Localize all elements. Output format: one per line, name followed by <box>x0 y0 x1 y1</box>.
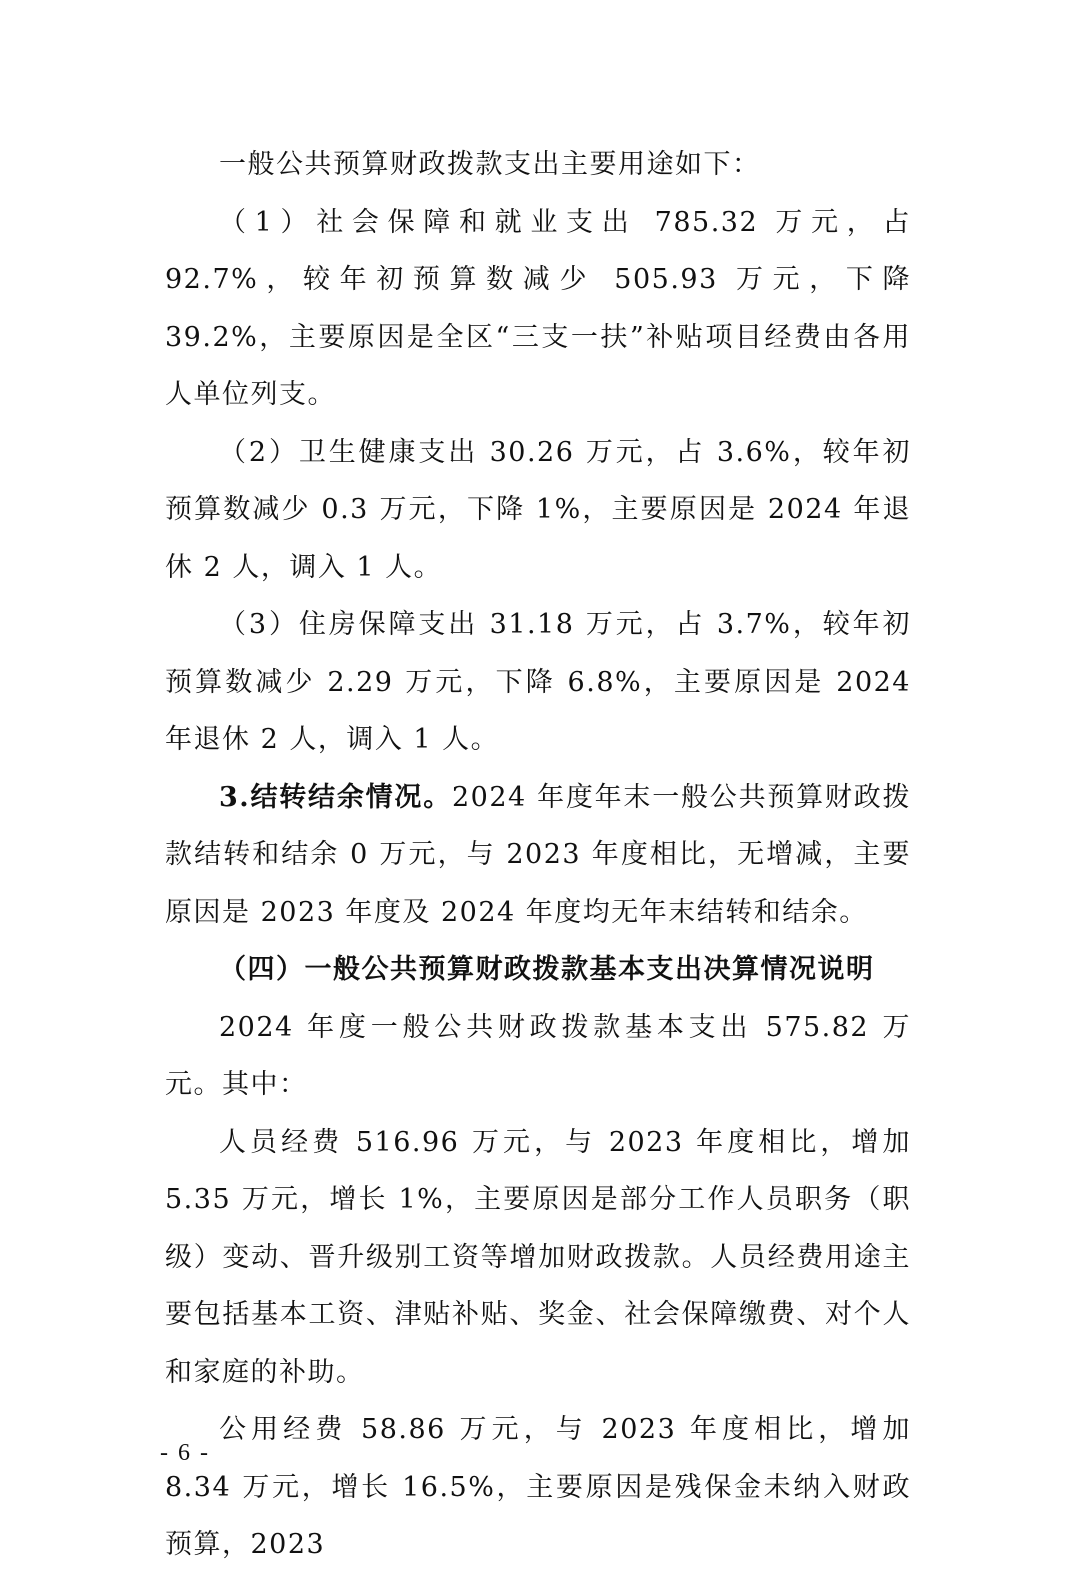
paragraph-social-security: （1）社会保障和就业支出 785.32 万元，占 92.7%，较年初预算数减少 505.93 万元，下降 39.2%，主要原因是全区“三支一扶”补贴项目经费由各用人单位列支。 <box>165 206 911 410</box>
paragraph-basic-expenditure-total: 2024 年度一般公共财政拨款基本支出 575.82 万元。其中： <box>165 1011 911 1100</box>
paragraph-personnel-expenses: 人员经费 516.96 万元，与 2023 年度相比，增加 5.35 万元，增长 1%，主要原因是部分工作人员职务（职级）变动、晋升级别工资等增加财政拨款。人员经费用途主要包括基本工资、津贴补贴、奖金、社会保障缴费、对个人和家庭的补助。 <box>165 1126 911 1388</box>
document-body <box>165 136 911 1574</box>
page-number: - 6 - <box>160 1440 210 1466</box>
paragraph-carryover <box>165 769 911 942</box>
paragraph-health: （2）卫生健康支出 30.26 万元，占 3.6%，较年初预算数减少 0.3 万元，下降 1%，主要原因是 2024 年退休 2 人，调入 1 人。 <box>165 436 911 583</box>
section-heading-basic-expenditure: （四）一般公共预算财政拨款基本支出决算情况说明 <box>219 954 875 985</box>
paragraph-housing: （3）住房保障支出 31.18 万元，占 3.7%，较年初预算数减少 2.29 万元，下降 6.8%，主要原因是 2024 年退休 2 人，调入 1 人。 <box>165 609 911 755</box>
carryover-lead: 3.结转结余情况。 <box>219 781 452 813</box>
paragraph-public-expenses: 公用经费 58.86 万元，与 2023 年度相比，增加 8.34 万元，增长 16.5%，主要原因是残保金未纳入财政预算，2023 <box>165 1414 911 1560</box>
carryover-body: 2024 年度年末一般公共预算财政拨款结转和结余 0 万元，与 2023 年度相比，无增减，主要原因是 2023 年度及 2024 年度均无年末结转和结余。 <box>165 781 912 928</box>
paragraph-expenditure-intro: 一般公共预算财政拨款支出主要用途如下： <box>219 149 761 180</box>
